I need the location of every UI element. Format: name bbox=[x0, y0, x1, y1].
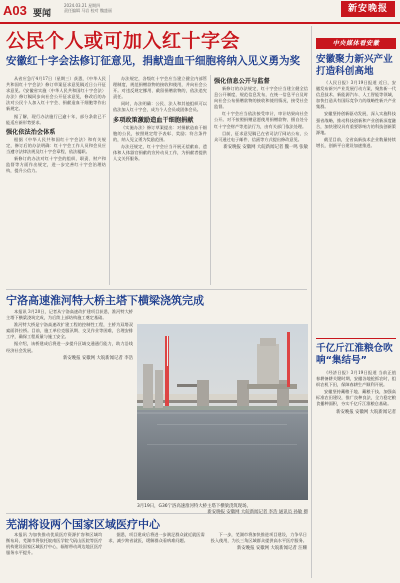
granary-headline: 千亿斤江淮粮仓吹响“集结号” bbox=[316, 343, 393, 366]
page-header bbox=[0, 0, 400, 24]
bridge-photo bbox=[137, 324, 308, 500]
paragraph: 目前，征求意见稿已在省司法厅网站公布，公众可通过电子邮件、信函等方式提出修改意见。 bbox=[214, 130, 308, 142]
paragraph: 据悉，项目建成后将进一步满足群众就近就医需求，减少跨省就医，缓解群众看病难问题。 bbox=[108, 532, 205, 544]
lead-headline: 公民个人或可加入红十字会 bbox=[6, 30, 241, 52]
lead-column-2 bbox=[113, 76, 207, 284]
page-number: A03 bbox=[3, 3, 27, 18]
column-divider bbox=[210, 75, 211, 285]
paragraph: 新修订的办法对红十字会的组织、职责、财产和监督等方面作出规定，进一步完善红十字会治理结构，提升公信力。 bbox=[6, 156, 106, 174]
byline: 新安晚报 安徽网 大皖新闻记者 bbox=[336, 409, 396, 415]
paragraph: 淮河特大桥是宁洛高速改扩建工程的控制性工程，主桥为双塔双索面斜拉桥。目前，施工单位克服汛期、交叉作业等困难，合理安排工序，确保工程质量与施工安全。 bbox=[6, 322, 133, 340]
medical-story-body bbox=[6, 532, 307, 582]
paragraph: 下一步，芜湖市将加快推进项目建设，力争早日投入使用，为长三角区域群众提供高水平医疗服务。 bbox=[210, 532, 307, 544]
inner-heading: 强化信息公开与监督 bbox=[214, 78, 270, 85]
section-rule bbox=[316, 338, 396, 339]
granary-story-body bbox=[316, 370, 396, 575]
paragraph: 同时，办法明确：公民、法人和其他组织可以依法加入红十字会，成为个人会员或团体会员。 bbox=[113, 101, 207, 113]
dateline bbox=[64, 3, 112, 13]
innovation-story-body bbox=[316, 80, 396, 335]
column-divider bbox=[311, 26, 312, 578]
caption-text: 3月19日，G36宁洛高速淮河特大桥主塔下横梁浇筑现场。 bbox=[137, 504, 251, 509]
paragraph: 办法还规定，红十字会应当开展无偿献血、遗体和人体器官捐献的宣传动员工作，为捐献者提供人文关怀服务。 bbox=[113, 143, 207, 162]
section-label: 要闻 bbox=[33, 9, 52, 19]
paragraph: 新修订的办法规定，红十字会应当建立健全信息公开制度，规范信息发布，在统一信息平台及时向社会公布捐赠款物的接收和使用情况，接受社会监督。 bbox=[214, 86, 308, 110]
date-text: 2024.03.21 星期四 bbox=[64, 3, 101, 8]
paragraph: 办法规定，各级红十字会应当建立健全内部管理制度，规范捐赠款物的接收和使用，并向社会公开。对违反规定挪用、截留捐赠款物的，依法追究责任。 bbox=[113, 76, 207, 100]
inner-heading: 多项政策激励造血干细胞捐献 bbox=[113, 116, 194, 124]
paragraph: 截至目前，全省高新技术企业数量持续增长，创新平台建设加速推进。 bbox=[316, 136, 396, 148]
paragraph: 红十字会应当依法接受审计，审计结果向社会公开。对不按照捐赠意愿使用捐赠款物、擅自处分红十字会财产等违法行为，由有关部门依法处理。 bbox=[214, 111, 308, 129]
lead-column-1 bbox=[6, 76, 106, 284]
bridge-image bbox=[137, 324, 308, 500]
medical-headline: 芜湖将设两个国家区域医疗中心 bbox=[6, 518, 160, 531]
bridge-headline: 宁洛高速淮河特大桥主塔下横梁浇筑完成 bbox=[6, 294, 204, 307]
inner-heading: 强化依法治会体系 bbox=[6, 128, 56, 136]
paragraph: 安徽坚持创新驱动发展，深入实施科技强省战略，推动科技创新和产业创新深度融合，加快建设具有重要影响力的科技创新策源地。 bbox=[316, 111, 396, 135]
byline: 新安晚报 安徽网 大皖新闻记者 李浩 bbox=[62, 355, 133, 361]
paragraph: 据了解，现行办法施行已逾十年，部分条款已不能适应新形势要求。 bbox=[6, 113, 106, 125]
paragraph: 本报讯 3月20日，记者从宁洛高速改扩建项目获悉，淮河特大桥主塔下横梁浇筑完成，为后续上部结构施工奠定基础。 bbox=[6, 309, 133, 321]
photo-credit: 新安晚报 安徽网 大皖新闻记者 李浩 通讯员 孙敏 摄 bbox=[207, 510, 308, 515]
paragraph: 根据《中华人民共和国红十字会法》和有关规定，修订后的办法明确：红十字会工作人员和会员应当遵守法律法规及红十字会章程，依法履职。 bbox=[6, 136, 106, 154]
section-divider bbox=[6, 289, 307, 290]
paragraph: 本报讯 为加快推动优质医疗资源扩容和区域均衡布局，芜湖市将依托皖南医学院弋矶山医院等医疗机构建设国家区域医疗中心，辐射带动周边地区医疗服务水平提升。 bbox=[6, 532, 103, 556]
paragraph: 从省应急厅4月17日（星期三）获悉，《中华人民共和国红十字会法》修订草案征求意见稿近日公开征求意见。《安徽省实施〈中华人民共和国红十字会法〉办法》修订稿同步向社会公开征求意见，修改后的办法对公民个人加入红十字会、捐献造血干细胞等作出新规定。 bbox=[6, 76, 106, 112]
byline: 新安晚报 安徽网 大皖新闻记者 魏一鸣 张敏 bbox=[223, 144, 308, 150]
paragraph: 《经济日报》3月19日报道 当前正值春耕备耕关键时期，安徽各地抢抓农时，组织农机下田，保障春耕生产顺利开展。 bbox=[316, 370, 396, 388]
editor-text: 责任编辑 马岩 校对 魏盛丽 bbox=[64, 8, 112, 13]
bridge-story-body bbox=[6, 309, 133, 511]
byline: 新安晚报 安徽网 大皖新闻记者 汪姗 bbox=[236, 546, 307, 552]
lead-subhead: 安徽红十字会法修订征意见，捐献造血干细胞将纳入见义勇为奖 bbox=[6, 55, 300, 67]
innovation-headline: 安徽聚力新兴产业打造科创高地 bbox=[316, 54, 393, 77]
photo-caption bbox=[137, 504, 308, 516]
paragraph: 《人民日报》3月19日报道 近日，安徽发布新兴产业发展行动方案，聚焦新一代信息技术、新能源汽车、人工智能等领域，加快打造具有国际竞争力的战略性新兴产业集群。 bbox=[316, 80, 396, 110]
central-media-banner: 中央媒体看安徽 bbox=[316, 38, 396, 49]
paragraph: 据介绍，该桥建成后将进一步提升区域交通通行能力，助力沿线经济社会发展。 bbox=[6, 341, 133, 353]
paragraph: 《实施办法》修订草案提出：对捐献造血干细胞的公民，按照规定给予表彰、奖励；符合条件的，纳入见义勇为奖励范围。 bbox=[113, 124, 207, 142]
column-divider bbox=[109, 75, 110, 285]
lead-column-3 bbox=[214, 76, 308, 284]
paragraph: 安徽坚持藏粮于地、藏粮于技，加强高标准农田建设，推广良种良法，全力稳定粮食播种面积，夯实千亿斤江淮粮仓基础。 bbox=[316, 389, 396, 407]
newspaper-logo: 新安晚报 bbox=[341, 1, 395, 17]
